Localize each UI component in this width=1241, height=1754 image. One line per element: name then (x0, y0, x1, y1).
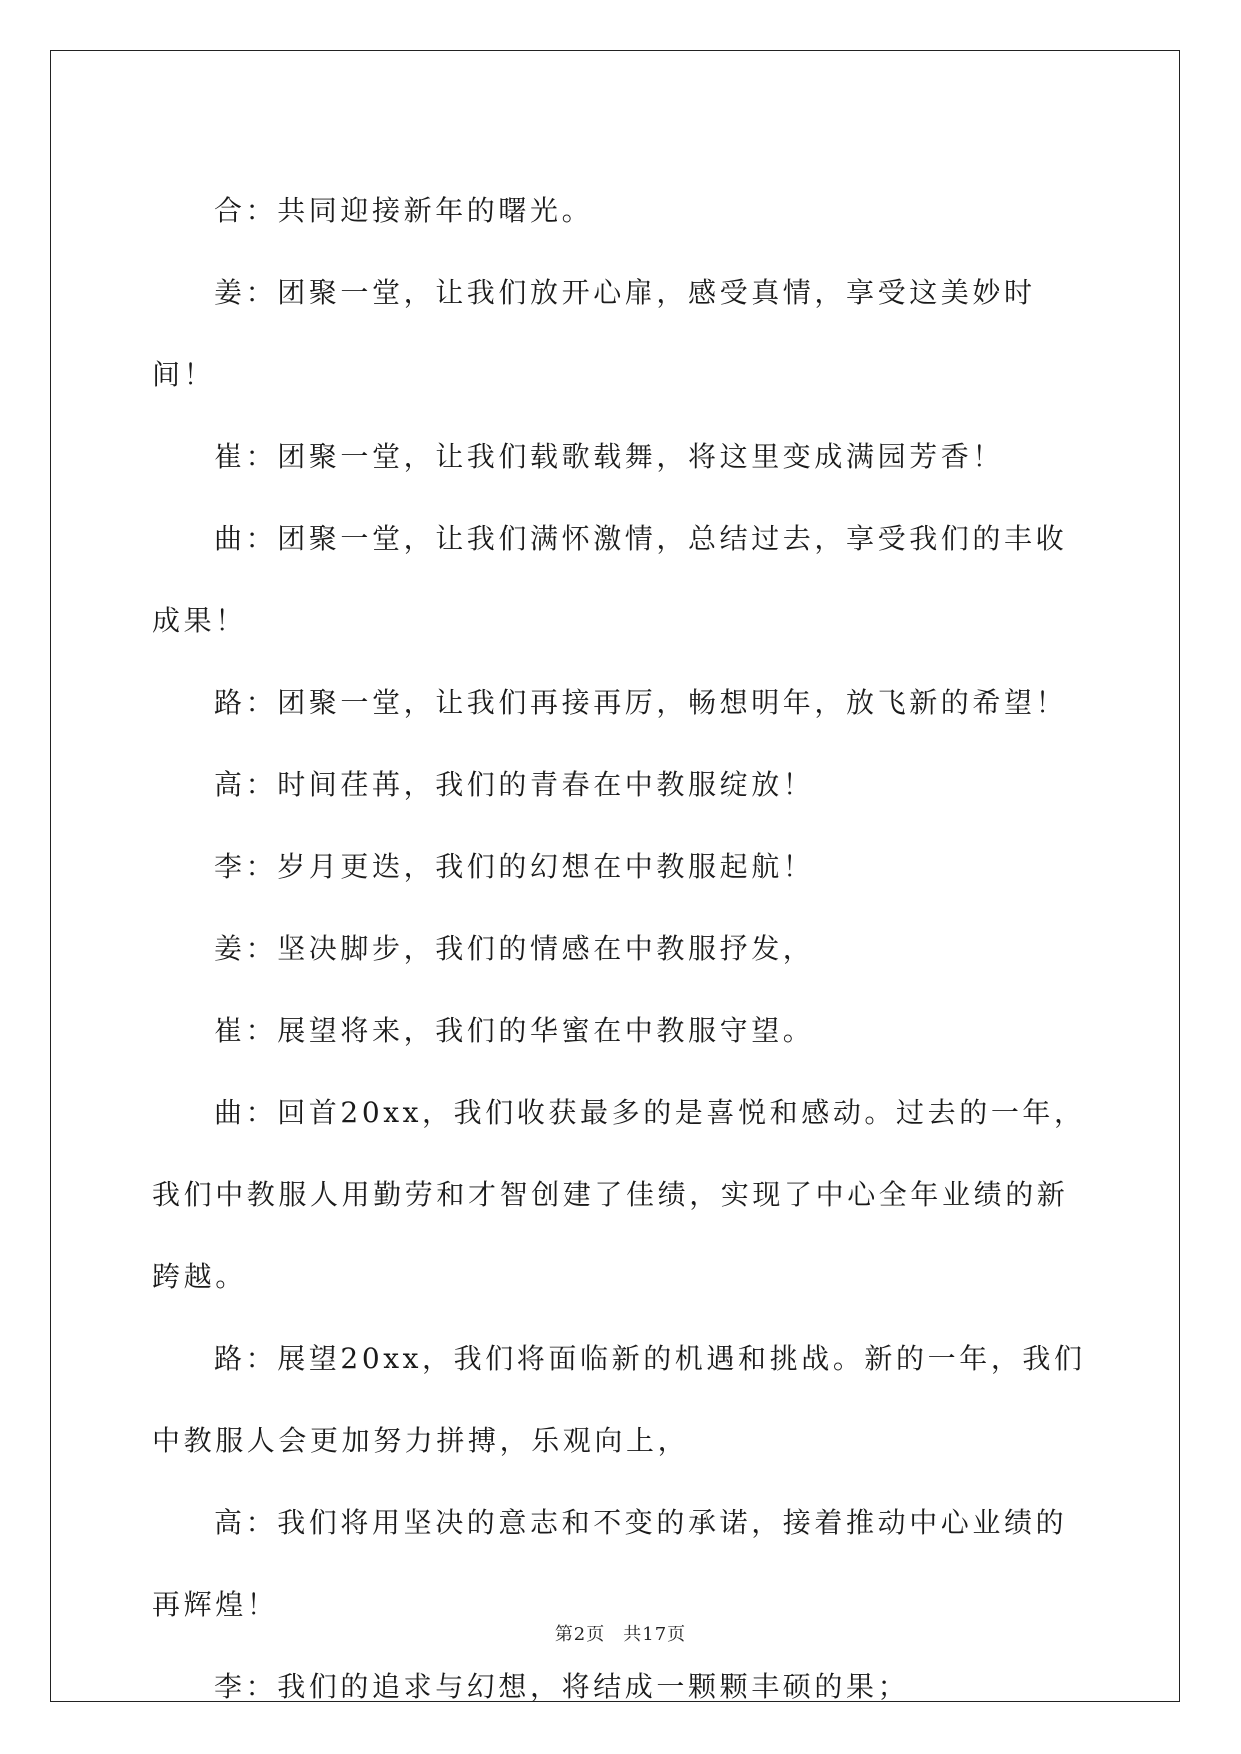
page-number: 第2页 (554, 1624, 606, 1645)
paragraph: 崔：团聚一堂，让我们载歌载舞，将这里变成满园芳香！ (214, 440, 1005, 473)
paragraph: 曲：团聚一堂，让我们满怀激情，总结过去，享受我们的丰收成果！ (152, 522, 1068, 637)
paragraph: 姜：坚决脚步，我们的情感在中教服抒发， (214, 932, 815, 965)
document-body (152, 170, 1092, 1728)
paragraph: 路：团聚一堂，让我们再接再厉，畅想明年，放飞新的希望！ (214, 686, 1068, 719)
page-total: 共17页 (623, 1624, 687, 1645)
paragraph: 崔：展望将来，我们的华蜜在中教服守望。 (214, 1014, 815, 1047)
paragraph: 李：岁月更迭，我们的幻想在中教服起航！ (214, 850, 815, 883)
paragraph: 高：时间荏苒，我们的青春在中教服绽放！ (214, 768, 815, 801)
paragraph: 李：我们的追求与幻想，将结成一颗颗丰硕的果； (214, 1670, 910, 1703)
paragraph: 合：共同迎接新年的曙光。 (214, 194, 594, 227)
paragraph: 曲：回首20xx，我们收获最多的是喜悦和感动。过去的一年，我们中教服人用勤劳和才智创建了佳绩，实现了中心全年业绩的新跨越。 (152, 1096, 1086, 1293)
paragraph: 路：展望20xx，我们将面临新的机遇和挑战。新的一年，我们中教服人会更加努力拼搏，乐观向上， (152, 1342, 1086, 1457)
paragraph: 高：我们将用坚决的意志和不变的承诺，接着推动中心业绩的再辉煌！ (152, 1506, 1068, 1621)
paragraph: 姜：团聚一堂，让我们放开心扉，感受真情，享受这美妙时间！ (152, 276, 1036, 391)
page-footer (0, 1620, 1241, 1646)
